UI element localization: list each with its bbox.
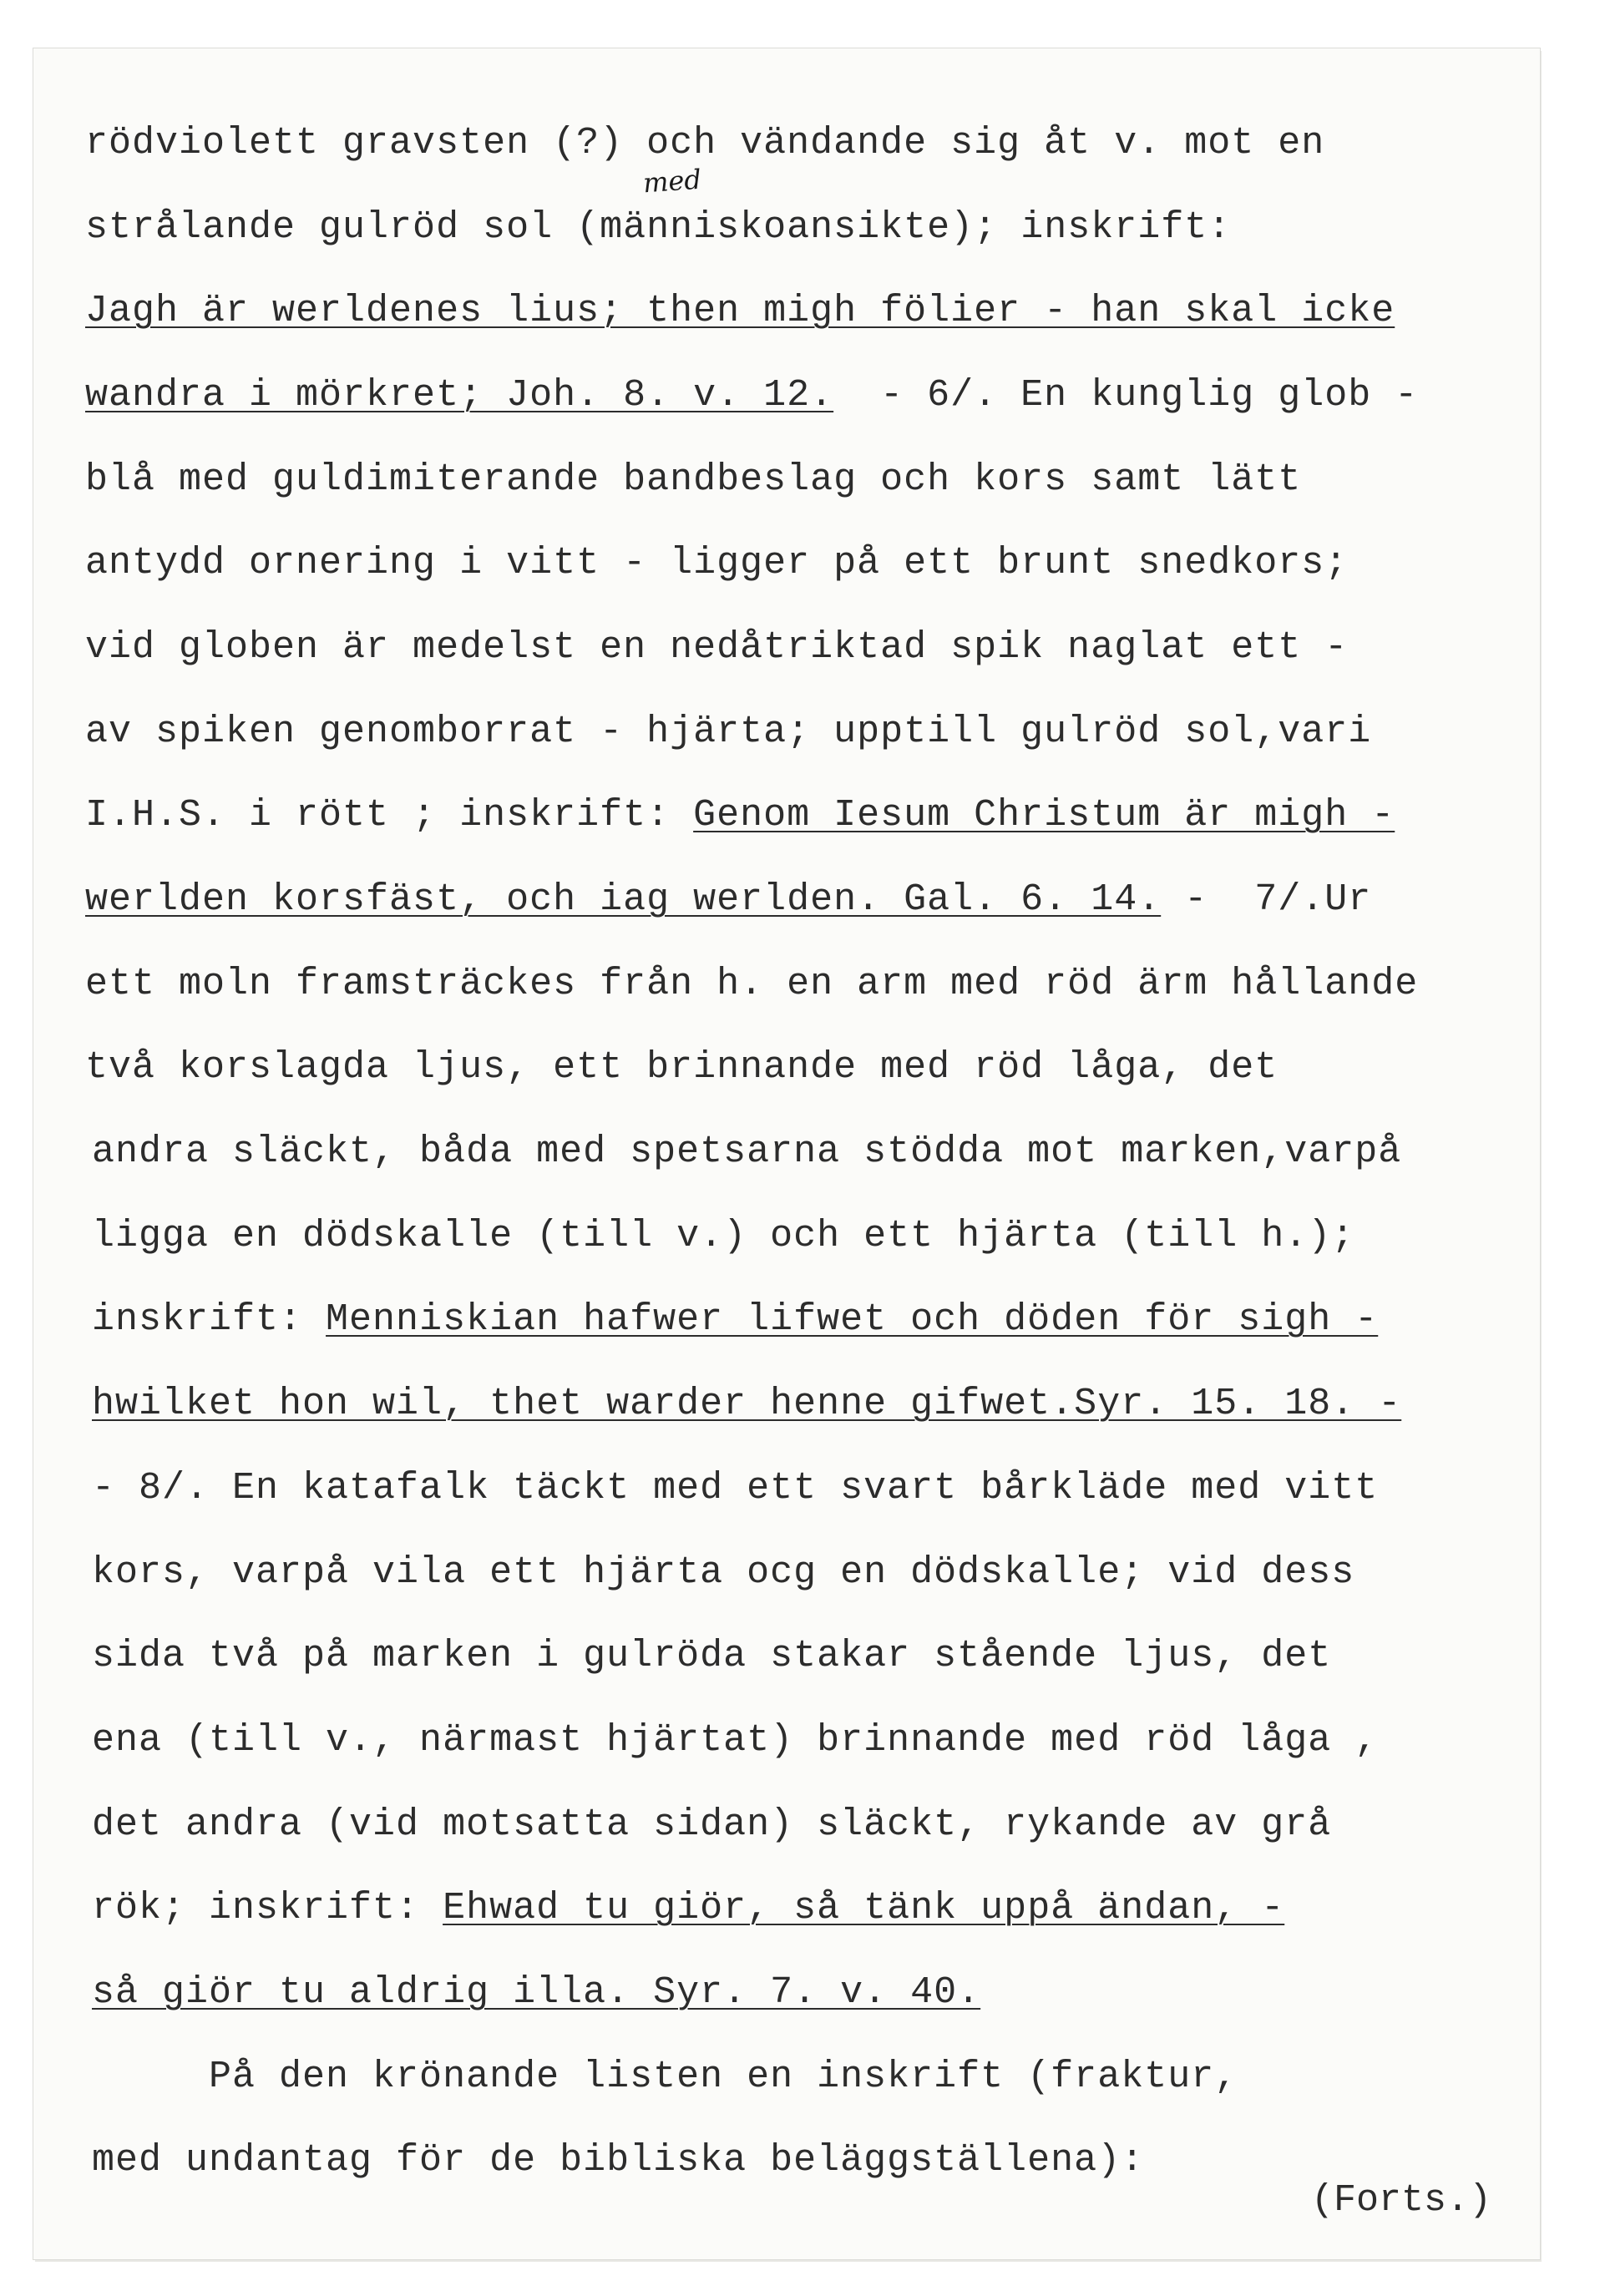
text-line	[85, 374, 1418, 417]
text-line	[85, 878, 1371, 922]
text-segment: antydd ornering i vitt - ligger på ett brunt snedkors;	[85, 542, 1349, 584]
underlined-quotation: hwilket hon wil, thet warder henne gifwet.Syr. 15. 18. -	[92, 1383, 1402, 1425]
text-segment: strålande gulröd sol (	[85, 206, 600, 249]
text-segment: blå med guldimiterande bandbeslag och kors samt lätt	[85, 458, 1302, 501]
text-segment: ett moln framsträckes från h. en arm med röd ärm hållande	[85, 963, 1419, 1005]
text-segment: kors, varpå vila ett hjärta ocg en dödskalle; vid dess	[92, 1551, 1355, 1594]
text-line	[85, 711, 1371, 754]
continuation-note: (Forts.)	[1311, 2179, 1492, 2222]
underlined-quotation: så giör tu aldrig illa. Syr. 7. v. 40.	[92, 1971, 981, 2014]
handwritten-annotation: med	[641, 163, 703, 200]
text-line	[92, 1887, 1284, 1930]
text-segment: - 7/.Ur	[1161, 878, 1372, 921]
text-line	[85, 794, 1395, 837]
text-line	[92, 2056, 1238, 2099]
text-line	[85, 963, 1418, 1006]
text-line	[92, 1971, 980, 2015]
text-segment: två korslagda ljus, ett brinnande med röd låga, det	[85, 1046, 1278, 1089]
underlined-quotation: Menniskian hafwer lifwet och döden för sigh -	[326, 1298, 1379, 1341]
text-line	[85, 626, 1348, 670]
text-segment: med undantag för de bibliska beläggställena):	[92, 2139, 1145, 2182]
text-segment: andra släckt, båda med spetsarna stödda mot marken,varpå	[92, 1130, 1402, 1173]
underlined-quotation: Genom Iesum Christum är migh -	[693, 794, 1395, 837]
underlined-quotation: Ehwad tu giör, så tänk uppå ändan, -	[443, 1887, 1285, 1929]
text-line	[92, 1551, 1354, 1595]
text-line	[85, 458, 1301, 502]
text-segment: ligga en dödskalle (till v.) och ett hjärta (till h.);	[92, 1215, 1355, 1257]
typewritten-text	[33, 48, 1540, 2259]
text-segment: rök; inskrift:	[92, 1887, 443, 1929]
text-segment: rödviolett gravsten (?) och vändande sig åt v. mot en	[85, 122, 1325, 164]
text-line	[92, 1130, 1401, 1174]
text-line	[85, 122, 1324, 165]
text-line	[92, 2139, 1144, 2182]
text-segment: - 8/. En katafalk täckt med ett svart bårkläde med vitt	[92, 1467, 1379, 1510]
text-segment: ena (till v., närmast hjärtat) brinnande med röd låga ,	[92, 1719, 1379, 1762]
text-line	[85, 290, 1395, 333]
text-segment: - 6/. En kunglig glob -	[833, 374, 1419, 417]
text-line	[92, 1298, 1378, 1342]
text-line	[85, 206, 1231, 250]
text-segment: av spiken genomborrat - hjärta; upptill gulröd sol,vari	[85, 711, 1372, 753]
text-segment: sida två på marken i gulröda stakar stående ljus, det	[92, 1635, 1332, 1677]
text-segment: människoansikte); inskrift:	[600, 206, 1232, 249]
text-segment: I.H.S. i rött ; inskrift:	[85, 794, 694, 837]
text-segment: vid globen är medelst en nedåtriktad spik naglat ett -	[85, 626, 1349, 669]
text-line	[92, 1215, 1354, 1258]
document-page	[33, 48, 1540, 2259]
underlined-quotation: Jagh är werldenes lius; then migh fölier - han skal icke	[85, 290, 1395, 332]
text-line	[85, 1046, 1278, 1090]
text-line	[92, 1803, 1331, 1847]
underlined-quotation: werlden korsfäst, och iag werlden. Gal. 6. 14.	[85, 878, 1162, 921]
text-line	[92, 1635, 1331, 1678]
text-line	[92, 1719, 1378, 1762]
text-segment: det andra (vid motsatta sidan) släckt, rykande av grå	[92, 1803, 1332, 1846]
text-segment: På den krönande listen en inskrift (fraktur,	[92, 2056, 1238, 2098]
text-line	[92, 1467, 1378, 1510]
text-segment: inskrift:	[92, 1298, 327, 1341]
underlined-quotation: wandra i mörkret; Joh. 8. v. 12.	[85, 374, 834, 417]
text-line	[92, 1383, 1401, 1426]
text-line	[85, 542, 1348, 585]
